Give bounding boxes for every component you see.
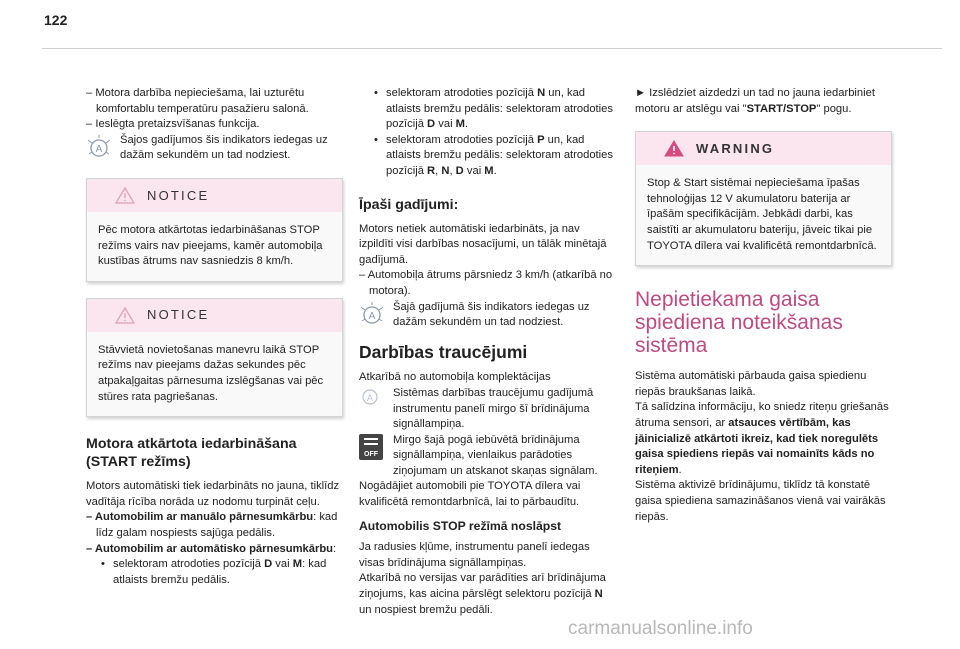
stop-start-fault-indicator-icon [359,387,381,407]
column-1 [86,86,343,588]
faults-dealer: Nogādājiet automobili pie TOYOTA dīlera vai kvalificētā remontdarbnīcā, lai to pārbaudītu. [359,480,581,509]
warning-label: WARNING [696,140,775,156]
restart-action: ► Izslēdziet aizdedzi un tad no jauna iedarbiniet motoru ar atslēgu vai "START/STOP" pogu. [635,87,875,115]
condition-demisting: – Ieslēgta pretaizsvīšanas funkcija. [86,118,260,131]
stalls-text: Ja radusies kļūme, instrumentu panelī iedegas visas brīdinājuma signāllampiņas. [359,541,590,569]
svg-text:A: A [95,143,103,155]
notice-label: NOTICE [147,307,210,323]
stalls-text-2: Atkarībā no versijas var parādīties arī brīdinājuma ziņojums, kas aicina pārslēgt selektoru pozīcijā N un nospiest bremžu pedāli. [359,572,606,616]
section-heading-faults: Darbības traucējumi [359,341,528,362]
section-heading-restart: Motora atkārtota iedarbināšana (START režīms) [86,436,297,471]
bullet-park: • selektoram atrodoties pozīcijā P un, kad atlaists bremžu pedālis: selektoram atrodoties pozīcijā R, N, D vai M. [369,133,616,180]
tyre-paragraph-3: Sistēma aktivizē brīdinājumu, tiklīdz tā konstatē gaisa spiediena samazināšanos vienā vai vairākās riepās. [635,479,886,523]
column-3 [635,86,892,525]
restart-intro: Motors automātiski tiek iedarbināts no jauna, tiklīdz vadītāja rīcība norāda uz nodomu turpināt ceļu. [86,480,340,508]
svg-text:A: A [366,392,374,403]
tyre-paragraph-1: Sistēma automātiski pārbauda gaisa spiedienu riepās braukšanas laikā. [635,370,867,398]
warning-box [635,131,892,266]
warning-triangle-icon [664,140,684,157]
notice-header [87,299,342,332]
warning-text: Stop & Start sistēmai nepieciešama īpašas tehnoloģijas 12 V akumulatoru baterija ar īpašām specifikācijām. Jebkādi darbi, kas saistīti ar akumulatoru bateriju, jāveic tikai pie TOYOTA dīlera vai kvalificētā remontdarbnīcā. [647,177,877,252]
page-number: 122 [44,12,68,28]
stop-start-off-button-icon: OFF [359,434,383,460]
watermark: carmanualsonline.info [568,618,753,639]
bullet-neutral: • selektoram atrodoties pozīcijā N un, kad atlaists bremžu pedālis: selektoram atrodoties pozīcijā D vai M. [369,86,616,133]
notice-text: Pēc motora atkārtotas iedarbināšanas STOP režīms vairs nav pieejams, kamēr automobiļa kustības ātrums nav sasniedzis 8 km/h. [98,223,323,268]
indicator-note: A Šajos gadījumos šis indikators iedegas uz dažām sekundēm un tad nodziest. [86,133,343,164]
notice-label: NOTICE [147,187,210,203]
column-2 [359,86,616,618]
faults-button-note: OFF Mirgo šajā pogā iebūvētā brīdinājuma signāllampiņa, vienlaikus parādoties ziņojumam un atskanot skaņas signālam. [359,433,616,480]
warning-header [636,132,891,165]
header-rule [42,48,942,49]
auto-gearbox-item: – Automobilim ar automātisko pārnesumkārbu: [86,542,337,555]
section-heading-stalls: Automobilis STOP režīmā noslāpst [359,518,562,533]
auto-stop-indicator-icon [86,134,112,160]
warning-triangle-icon [115,307,135,324]
faults-indicator-note: A Sistēmas darbības traucējumu gadījumā instrumentu panelī mirgo šī brīdinājuma signāllampiņa. [359,386,616,433]
tyre-paragraph-2: Tā salīdzina informāciju, ko sniedz riteņu griešanās ātruma sensori, ar atsauces vērtībām, kas jāinicializē atkārtoti ikreiz, kad tiek noregulēts gaisa spiediens riepās vai nomainīts kāds no riteņiem. [635,401,889,476]
notice-box-1 [86,178,343,282]
warning-triangle-icon [115,187,135,204]
notice-box-2 [86,298,343,417]
bullet-d-or-m: • selektoram atrodoties pozīcijā D vai M: kad atlaists bremžu pedālis. [96,557,343,588]
manual-gearbox-item: – Automobilim ar manuālo pārnesumkārbu: kad līdz galam nospiests sajūga pedālis. [86,511,338,539]
auto-stop-indicator-icon [359,301,385,327]
notice-text: Stāvvietā novietošanas manevru laikā STOP režīms nav pieejams dažas sekundes pēc atpakaļgaitas pārnesuma izslēgšanas vai pēc stūres rata pagriešanas. [98,343,324,403]
special-indicator-note: A Šajā gadījumā šis indikators iedegas uz dažām sekundēm un tad nodziest. [359,300,616,331]
special-speed-item: – Automobiļa ātrums pārsniedz 3 km/h (atkarībā no motora). [359,269,613,297]
notice-header [87,179,342,212]
condition-cabin-temperature: – Motora darbība nepieciešama, lai uzturētu komfortablu temperatūru pasažieru salonā. [86,87,309,115]
section-heading-tyre-pressure: Nepietiekama gaisa spiediena noteikšanas sistēma [635,288,843,358]
special-text: Motors netiek automātiski iedarbināts, ja nav izpildīti visi darbības nosacījumi, un tālāk minētajā gadījumā. [359,222,607,266]
faults-intro: Atkarībā no automobiļa komplektācijas [359,371,551,384]
svg-text:A: A [368,310,376,322]
section-heading-special: Īpaši gadījumi: [359,196,459,213]
